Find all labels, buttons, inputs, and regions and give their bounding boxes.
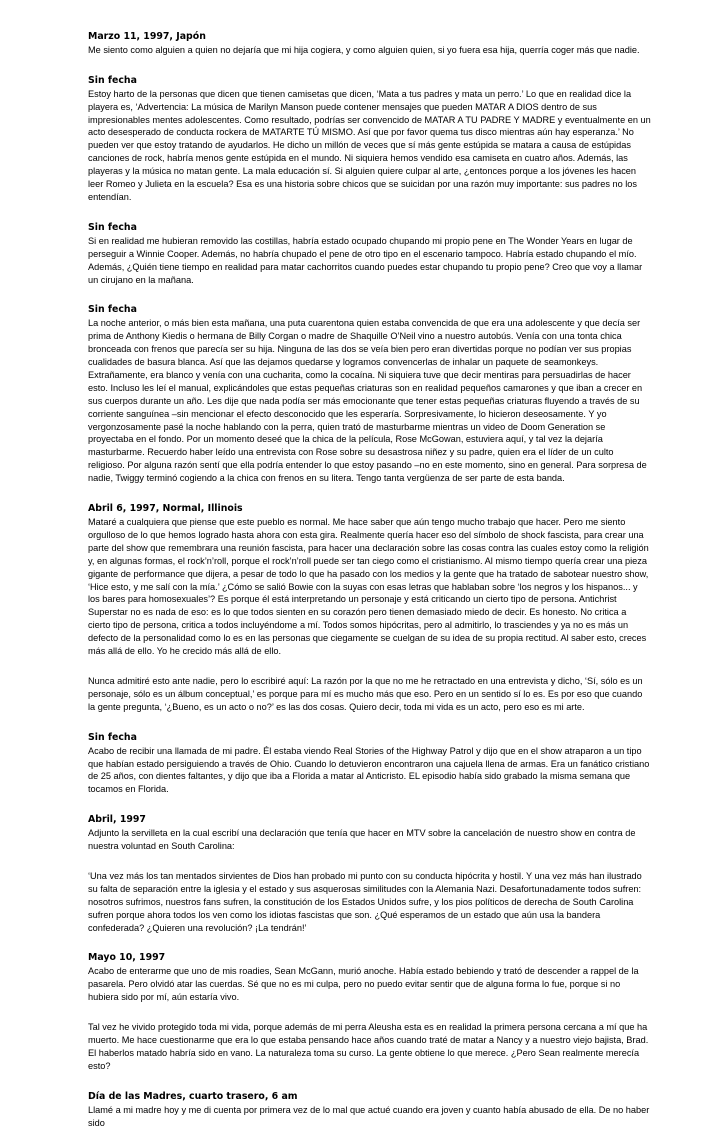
diary-entry [88, 222, 651, 287]
entry-paragraph: Nunca admitiré esto ante nadie, pero lo escribiré aquí: La razón por la que no me he retractado en una entrevista y dicho, ‘Sí, sólo es un personaje, sólo es un álbum conceptual,’ es porque para mí es mucho más que eso. Pero en un sentido sí lo es. Es por eso que cuando la gente pregunta, ‘¿Bueno, es un acto o no?’ es las dos cosas. Quiero decir, toda mi vida es un acto, pero eso es mi arte. [88, 675, 643, 712]
entry-date-heading: Sin fecha [88, 304, 137, 316]
diary-entry [88, 732, 651, 797]
diary-entry [88, 75, 651, 204]
entry-paragraph: Si en realidad me hubieran removido las costillas, habría estado ocupado chupando mi propio pene en The Wonder Years en lugar de perseguir a Winnie Cooper. Además, no habría chupado el pene de otro tipo en el escenario tampoco. Habría estado chupando el mío. Además, ¿Quién tiene tiempo en realidad para matar cachorritos cuando puedes estar chupando tu propio pene? Creo que voy a llamar un cirujano en la mañana. [88, 235, 643, 285]
entry-date-heading: Sin fecha [88, 74, 137, 86]
diary-entry [88, 503, 651, 714]
entry-paragraph: Acabo de enterarme que uno de mis roadies, Sean McGann, murió anoche. Había estado bebiendo y trató de descender a rappel de la pasarela. Pero olvidó atar las cuerdas. Sé que no es mi culpa, pero no puedo evitar sentir que de alguna forma lo fue, porque si no hubiera sido por mí, aún estaría vivo. [88, 966, 639, 1003]
diary-entry [88, 31, 651, 57]
diary-entry [88, 952, 651, 1072]
entry-paragraph: Me siento como alguien a quien no dejaría que mi hija cogiera, y como alguien quien, si yo fuera esa hija, querría coger más que nadie. [88, 44, 640, 55]
entry-date-heading: Día de las Madres, cuarto trasero, 6 am [88, 1090, 298, 1102]
document-page [88, 31, 651, 1147]
entry-paragraph: ‘Una vez más los tan mentados sirvientes de Dios han probado mi punto con su conducta hipócrita y hostil. Y una vez más han ilustrado su falta de separación entre la iglesia y el estado y sus asquerosas similitudes con la Alemania Nazi. Desafortunadamente todos sufren: nosotros sufrimos, nuestros fans sufren, la constitución de los Estados Unidos sufre, y los pios políticos de derecha de South Carolina sufren porque ahora todos los ven como los idiotas fascistas que son. ¿Qué esperamos de un estado que aún usa la bandera confederada? ¿Quieren una revolución? ¡La tendrán!’ [88, 870, 642, 933]
entry-paragraph: Adjunto la servilleta en la cual escribí una declaración que tenía que hacer en MTV sobre la cancelación de nuestro show en contra de nuestra voluntad en South Carolina: [88, 828, 636, 852]
entry-date-heading: Mayo 10, 1997 [88, 952, 166, 964]
entry-paragraph: Estoy harto de la personas que dicen que tienen camisetas que dicen, ‘Mata a tus padres y mata un perro.’ Lo que en realidad dice la playera es, ‘Advertencia: La música de Marilyn Manson puede contener mensajes que pueden MATAR A DIOS dentro de sus impresionables mentes adolescentes. Como resultado, podrías ser convencido de MATAR A TU PADRE Y MADRE y eventualmente en un acto desesperado de conducta rockera de MATARTE TÚ MISMO. Así que por favor quema tus disco mientras aún hay esperanza.’ No pueden ver que estoy tratando de ayudarlos. He dicho un millón de veces que sí más gente estúpida se matara a causa de estúpidas canciones de rock, habría menos gente estúpida en el mundo. Ni siquiera hemos vendido esa camiseta en cuatro años. Además, las playeras y la música no matan gente. La mala educación sí. Si alguien quiere culpar al arte, ¿entonces porque a los jóvenes les hacen leer Romeo y Julieta en la escuela? Esa es una historia sobre chicos que se suicidan por una razón muy importante: sus padres no los entendían. [88, 88, 651, 202]
entry-date-heading: Sin fecha [88, 221, 137, 233]
entry-date-heading: Marzo 11, 1997, Japón [88, 31, 206, 42]
entry-date-heading: Sin fecha [88, 731, 137, 743]
diary-entry [88, 304, 651, 485]
entry-paragraph: Acabo de recibir una llamada de mi padre. Él estaba viendo Real Stories of the Highway Patrol y dijo que en el show atraparon a un tipo que habían estado persiguiendo a través de Ohio. Cuando lo detuvieron encontraron una cajuela llena de armas. Era un fanático cristiano de 25 años, con dientes faltantes, y dijo que iba a Florida a matar al Anticristo. EL episodio había sido grabado la misma semana que tocamos en Florida. [88, 745, 650, 795]
diary-entry [88, 814, 651, 934]
entry-date-heading: Abril 6, 1997, Normal, Illinois [88, 503, 243, 515]
entry-paragraph: Llamé a mi madre hoy y me di cuenta por primera vez de lo mal que actué cuando era joven y cuanto había abusado de ella. De no haber sido [88, 1104, 650, 1128]
entry-paragraph: Tal vez he vivido protegido toda mi vida, porque además de mi perra Aleusha esta es en realidad la primera persona cercana a mí que ha muerto. Me hace cuestionarme que era lo que estaba pensando hace años cuando traté de matar a Nancy y a nuestro viejo bajista, Brad. El haberlos matado habría sido en vano. La naturaleza toma su curso. La gente obtiene lo que merece. ¿Pero Sean realmente merecía esto? [88, 1022, 649, 1071]
entry-paragraph: La noche anterior, o más bien esta mañana, una puta cuarentona quien estaba convencida de que era una adolescente y que decía ser prima de Anthony Kiedis o hermana de Billy Corgan o madre de Shaquille O’Neil vino a nuestro autobús. Venía con una tonta chica bronceada con frenos que parecía ser su hija. Ninguna de las dos se veía bien pero eran divertidas porque no podían ver sus propias cualidades de basura blanca. Así que las dejamos quedarse y logramos convencerlas de inhalar un paquete de seamonkeys. Extrañamente, era blanco y venía con una cucharita, como la cocaína. Ni siquiera tuve que decir mentiras para persuadirlas de hacer esto. Incluso les leí el manual, explicándoles que estas pequeñas criaturas son en realidad pequeños camarones y que iban a crecer en sus cuerpos durante un año. Les dije que nada podía ser más emocionante que tener estas pequeñas criaturas fluyendo a través de su corriente sanguínea –sin mencionar el efecto desconocido que les esperaría. Sorpresivamente, lo hicieron deseosamente. Y yo vergonzosamente pasé la noche hablando con la perra, quien trató de masturbarme mientras un video de Doom Generation se proyectaba en el fondo. Por un momento deseé que la chica de la película, Rose McGowan, estuviera aquí, y tal vez la dejaría masturbarme. Recuerdo haber leído una entrevista con Rose sobre su desastrosa niñez y su padre, quien era el líder de un culto religioso. Por alguna razón sentí que ella podría entender lo que estoy pasando –no en este momento, sino en general. Para sorpresa de nadie, Twiggy terminó cogiendo a la chica con frenos en su litera. Tengo tanta vergüenza de ser parte de esta banda. [88, 318, 647, 484]
entry-paragraph: Mataré a cualquiera que piense que este pueblo es normal. Me hace saber que aún tengo mucho trabajo que hacer. Pero me siento orgulloso de lo que hemos logrado hasta ahora con esta gira. Realmente quería hacer eso del símbolo de shock fascista, para crear una parte del show que remembrara una reunión fascista, para hacer una declaración sobre las cosas contra las cuales estoy como la religión y, en algunas formas, el rock’n’roll, porque el rock’n’roll puede ser tan ciego como el cristianismo. Al mismo tiempo quería crear una pieza gigante de performance que dijera, a pesar de todo lo que ha pasado con los medios y la gente que ha tratado de sabotear nuestro show, ‘Hice esto, y me salí con la mía.’ ¿Cómo se salió Bowie con la suyas con esas letras que hablaban sobre ‘los negros y los hispanos... y los bares para homosexuales’? Es porque él está interpretando un personaje y está criticando un cierto tipo de persona. Antichrist Superstar no es nada de eso: es lo que todos sienten en su corazón pero tienen demasiado miedo de decir. Es honesto. No critica a cierto tipo de persona, critica a todos incluyéndome a mí. Todos somos hipócritas, pero al admitirlo, lo trasciendes y ya no es más un defecto de la personalidad como lo es en las personas que ciegamente se cuelgan de su idea de su propia rectitud. Al saber esto, creces más allá de ello. Yo he crecido más allá de ello. [88, 517, 649, 657]
diary-entry [88, 1091, 651, 1130]
entry-date-heading: Abril, 1997 [88, 814, 146, 826]
